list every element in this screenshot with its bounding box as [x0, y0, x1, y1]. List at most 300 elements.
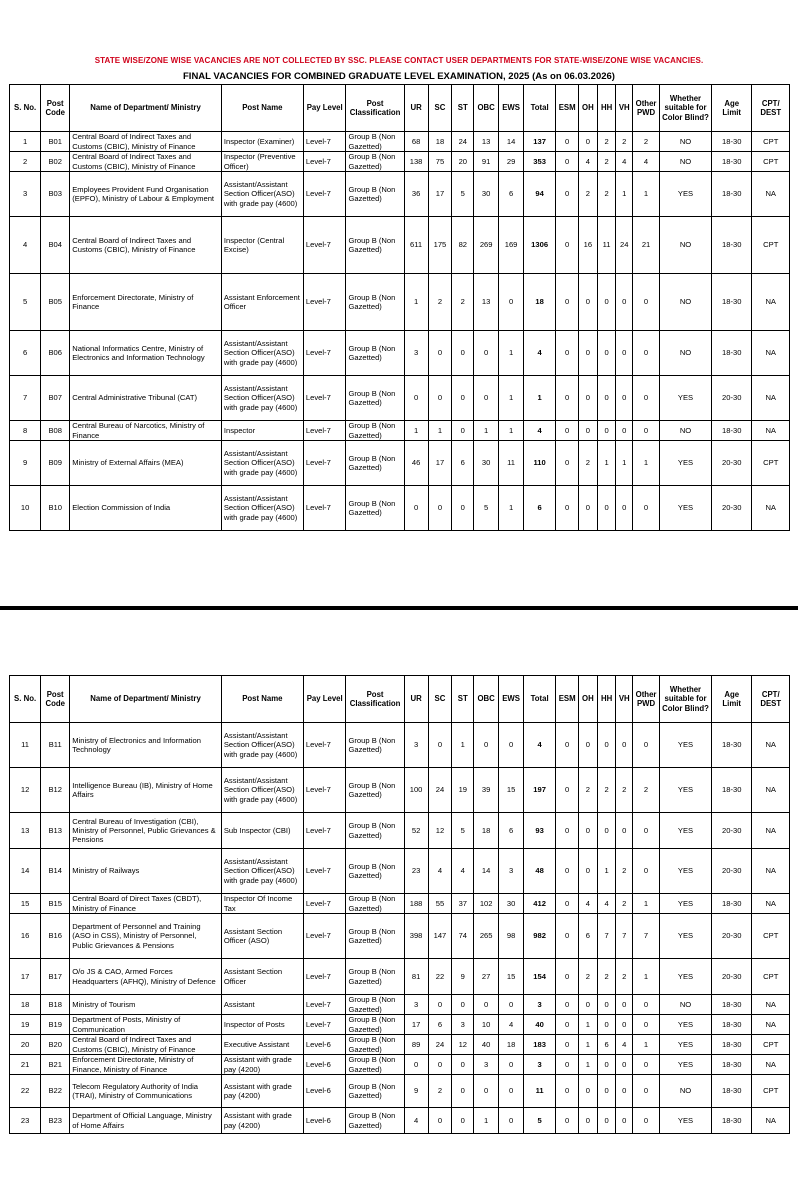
cell-post-name: Assistant/Assistant Section Officer(ASO) with grade pay (4600) — [221, 172, 303, 217]
header-department: Name of Department/ Ministry — [70, 676, 222, 723]
cell-other-pwd: 0 — [633, 1055, 660, 1075]
cell-cpt-dest: CPT — [752, 132, 790, 152]
cell-vh: 0 — [616, 1015, 633, 1035]
cell-department: Election Commission of India — [70, 486, 222, 531]
cell-st: 2 — [452, 274, 474, 331]
cell-cpt-dest: NA — [752, 894, 790, 914]
cell-s-no: 23 — [10, 1108, 41, 1134]
cell-esm: 0 — [556, 1035, 579, 1055]
cell-esm: 0 — [556, 1075, 579, 1108]
cell-other-pwd: 2 — [633, 132, 660, 152]
cell-obc: 13 — [474, 274, 499, 331]
cell-sc: 0 — [428, 1108, 452, 1134]
header-s-no: S. No. — [10, 85, 41, 132]
cell-post-code: B07 — [41, 376, 70, 421]
cell-ur: 3 — [404, 331, 428, 376]
header-post-name: Post Name — [221, 85, 303, 132]
cell-obc: 27 — [474, 959, 499, 995]
cell-vh: 0 — [616, 1055, 633, 1075]
cell-sc: 175 — [428, 217, 452, 274]
cell-post-name: Executive Assistant — [221, 1035, 303, 1055]
cell-ews: 29 — [499, 152, 524, 172]
cell-st: 3 — [452, 1015, 474, 1035]
cell-esm: 0 — [556, 441, 579, 486]
cell-vh: 0 — [616, 1075, 633, 1108]
cell-total: 183 — [524, 1035, 556, 1055]
cell-pay-level: Level-6 — [303, 1055, 346, 1075]
cell-post-code: B03 — [41, 172, 70, 217]
cell-esm: 0 — [556, 172, 579, 217]
cell-pay-level: Level-7 — [303, 421, 346, 441]
cell-other-pwd: 0 — [633, 1075, 660, 1108]
cell-esm: 0 — [556, 274, 579, 331]
cell-post-code: B21 — [41, 1055, 70, 1075]
table-row — [10, 813, 790, 849]
cell-st: 6 — [452, 441, 474, 486]
cell-sc: 24 — [428, 1035, 452, 1055]
cell-esm: 0 — [556, 421, 579, 441]
cell-sc: 17 — [428, 441, 452, 486]
cell-ur: 188 — [404, 894, 428, 914]
cell-age-limit: 18-30 — [711, 894, 752, 914]
cell-obc: 30 — [474, 441, 499, 486]
cell-ur: 3 — [404, 995, 428, 1015]
cell-ews: 0 — [499, 1108, 524, 1134]
cell-department: Central Board of Indirect Taxes and Customs (CBIC), Ministry of Finance — [70, 1035, 222, 1055]
cell-ews: 15 — [499, 768, 524, 813]
cell-sc: 0 — [428, 331, 452, 376]
cell-esm: 0 — [556, 217, 579, 274]
header-sc: SC — [428, 676, 452, 723]
cell-total: 48 — [524, 849, 556, 894]
cell-hh: 0 — [597, 813, 616, 849]
header-vh: VH — [616, 85, 633, 132]
table-row — [10, 914, 790, 959]
header-st: ST — [452, 676, 474, 723]
cell-post-classification: Group B (Non Gazetted) — [346, 376, 404, 421]
cell-total: 412 — [524, 894, 556, 914]
cell-s-no: 7 — [10, 376, 41, 421]
cell-post-code: B09 — [41, 441, 70, 486]
cell-other-pwd: 1 — [633, 1035, 660, 1055]
cell-ur: 0 — [404, 1055, 428, 1075]
cell-hh: 0 — [597, 1108, 616, 1134]
cell-post-classification: Group B (Non Gazetted) — [346, 894, 404, 914]
cell-oh: 2 — [579, 441, 598, 486]
cell-hh: 2 — [597, 172, 616, 217]
cell-vh: 0 — [616, 486, 633, 531]
cell-ews: 14 — [499, 132, 524, 152]
cell-ur: 4 — [404, 1108, 428, 1134]
cell-post-name: Inspector of Posts — [221, 1015, 303, 1035]
cell-s-no: 20 — [10, 1035, 41, 1055]
cell-color-blind: YES — [660, 914, 712, 959]
cell-color-blind: YES — [660, 441, 712, 486]
cell-total: 11 — [524, 1075, 556, 1108]
cell-cpt-dest: CPT — [752, 1075, 790, 1108]
header-hh: HH — [597, 676, 616, 723]
cell-hh: 6 — [597, 1035, 616, 1055]
cell-oh: 0 — [579, 331, 598, 376]
cell-post-code: B18 — [41, 995, 70, 1015]
cell-oh: 0 — [579, 376, 598, 421]
cell-pay-level: Level-7 — [303, 813, 346, 849]
cell-ews: 15 — [499, 959, 524, 995]
cell-s-no: 19 — [10, 1015, 41, 1035]
cell-esm: 0 — [556, 376, 579, 421]
cell-color-blind: YES — [660, 894, 712, 914]
cell-department: Enforcement Directorate, Ministry of Finance — [70, 274, 222, 331]
cell-esm: 0 — [556, 813, 579, 849]
cell-age-limit: 18-30 — [711, 132, 752, 152]
header-post-name: Post Name — [221, 676, 303, 723]
cell-s-no: 8 — [10, 421, 41, 441]
cell-st: 20 — [452, 152, 474, 172]
cell-post-name: Assistant/Assistant Section Officer(ASO) with grade pay (4600) — [221, 723, 303, 768]
cell-pay-level: Level-7 — [303, 995, 346, 1015]
cell-oh: 0 — [579, 486, 598, 531]
cell-post-classification: Group B (Non Gazetted) — [346, 132, 404, 152]
cell-department: Employees Provident Fund Organisation (EPFO), Ministry of Labour & Employment — [70, 172, 222, 217]
cell-age-limit: 20-30 — [711, 849, 752, 894]
cell-st: 0 — [452, 1075, 474, 1108]
cell-ur: 46 — [404, 441, 428, 486]
cell-st: 4 — [452, 849, 474, 894]
cell-obc: 13 — [474, 132, 499, 152]
cell-post-code: B02 — [41, 152, 70, 172]
cell-st: 0 — [452, 331, 474, 376]
cell-age-limit: 20-30 — [711, 441, 752, 486]
cell-sc: 0 — [428, 486, 452, 531]
cell-vh: 2 — [616, 849, 633, 894]
cell-post-classification: Group B (Non Gazetted) — [346, 1108, 404, 1134]
cell-sc: 0 — [428, 1055, 452, 1075]
cell-hh: 2 — [597, 768, 616, 813]
header-total: Total — [524, 676, 556, 723]
table-row — [10, 152, 790, 172]
cell-obc: 0 — [474, 995, 499, 1015]
page-separator — [0, 606, 798, 610]
cell-st: 37 — [452, 894, 474, 914]
header-oh: OH — [579, 85, 598, 132]
cell-esm: 0 — [556, 331, 579, 376]
table-row — [10, 274, 790, 331]
cell-vh: 1 — [616, 172, 633, 217]
cell-st: 0 — [452, 486, 474, 531]
cell-pay-level: Level-7 — [303, 914, 346, 959]
cell-vh: 2 — [616, 132, 633, 152]
cell-oh: 0 — [579, 849, 598, 894]
cell-age-limit: 20-30 — [711, 959, 752, 995]
cell-oh: 2 — [579, 959, 598, 995]
header-ur: UR — [404, 676, 428, 723]
cell-ews: 169 — [499, 217, 524, 274]
cell-post-classification: Group B (Non Gazetted) — [346, 331, 404, 376]
table-row — [10, 995, 790, 1015]
cell-color-blind: NO — [660, 1075, 712, 1108]
cell-cpt-dest: NA — [752, 486, 790, 531]
cell-obc: 0 — [474, 723, 499, 768]
cell-department: Department of Official Language, Ministry of Home Affairs — [70, 1108, 222, 1134]
cell-department: Enforcement Directorate, Ministry of Finance, Ministry of Finance — [70, 1055, 222, 1075]
cell-other-pwd: 0 — [633, 1108, 660, 1134]
cell-post-classification: Group B (Non Gazetted) — [346, 723, 404, 768]
header-post-code: Post Code — [41, 85, 70, 132]
cell-oh: 0 — [579, 813, 598, 849]
cell-obc: 18 — [474, 813, 499, 849]
cell-st: 0 — [452, 421, 474, 441]
cell-total: 94 — [524, 172, 556, 217]
cell-ews: 98 — [499, 914, 524, 959]
cell-hh: 0 — [597, 331, 616, 376]
page-title: FINAL VACANCIES FOR COMBINED GRADUATE LEVEL EXAMINATION, 2025 (As on 06.03.2026) — [183, 71, 615, 82]
cell-color-blind: NO — [660, 217, 712, 274]
cell-department: Ministry of External Affairs (MEA) — [70, 441, 222, 486]
cell-post-name: Assistant Section Officer — [221, 959, 303, 995]
cell-department: National Informatics Centre, Ministry of Electronics and Information Technology — [70, 331, 222, 376]
cell-other-pwd: 0 — [633, 376, 660, 421]
cell-obc: 39 — [474, 768, 499, 813]
table-row — [10, 132, 790, 152]
cell-total: 1 — [524, 376, 556, 421]
cell-ur: 0 — [404, 376, 428, 421]
cell-esm: 0 — [556, 723, 579, 768]
cell-pay-level: Level-7 — [303, 959, 346, 995]
cell-s-no: 10 — [10, 486, 41, 531]
cell-oh: 0 — [579, 132, 598, 152]
cell-obc: 102 — [474, 894, 499, 914]
cell-s-no: 11 — [10, 723, 41, 768]
cell-age-limit: 20-30 — [711, 914, 752, 959]
cell-s-no: 16 — [10, 914, 41, 959]
cell-vh: 0 — [616, 376, 633, 421]
header-pay-level: Pay Level — [303, 676, 346, 723]
cell-st: 5 — [452, 172, 474, 217]
cell-post-name: Assistant/Assistant Section Officer(ASO) with grade pay (4600) — [221, 849, 303, 894]
cell-st: 5 — [452, 813, 474, 849]
cell-department: Telecom Regulatory Authority of India (TRAI), Ministry of Communications — [70, 1075, 222, 1108]
cell-hh: 2 — [597, 132, 616, 152]
cell-cpt-dest: NA — [752, 813, 790, 849]
table-row — [10, 376, 790, 421]
cell-pay-level: Level-7 — [303, 274, 346, 331]
cell-post-name: Assistant/Assistant Section Officer(ASO) with grade pay (4600) — [221, 441, 303, 486]
cell-other-pwd: 0 — [633, 274, 660, 331]
table-row — [10, 959, 790, 995]
cell-vh: 0 — [616, 274, 633, 331]
cell-post-code: B11 — [41, 723, 70, 768]
cell-age-limit: 18-30 — [711, 217, 752, 274]
table-row — [10, 768, 790, 813]
cell-pay-level: Level-7 — [303, 894, 346, 914]
cell-post-name: Inspector Of Income Tax — [221, 894, 303, 914]
cell-obc: 30 — [474, 172, 499, 217]
cell-cpt-dest: CPT — [752, 152, 790, 172]
cell-hh: 0 — [597, 1075, 616, 1108]
cell-ur: 17 — [404, 1015, 428, 1035]
cell-post-name: Assistant/Assistant Section Officer(ASO) with grade pay (4600) — [221, 331, 303, 376]
cell-cpt-dest: CPT — [752, 1035, 790, 1055]
cell-post-name: Sub Inspector (CBI) — [221, 813, 303, 849]
cell-oh: 1 — [579, 1055, 598, 1075]
cell-total: 93 — [524, 813, 556, 849]
table-row — [10, 421, 790, 441]
cell-s-no: 2 — [10, 152, 41, 172]
cell-sc: 75 — [428, 152, 452, 172]
cell-ews: 0 — [499, 274, 524, 331]
cell-obc: 269 — [474, 217, 499, 274]
cell-post-name: Assistant Section Officer (ASO) — [221, 914, 303, 959]
cell-post-name: Assistant Enforcement Officer — [221, 274, 303, 331]
cell-sc: 24 — [428, 768, 452, 813]
cell-hh: 11 — [597, 217, 616, 274]
cell-esm: 0 — [556, 995, 579, 1015]
cell-sc: 1 — [428, 421, 452, 441]
cell-cpt-dest: NA — [752, 274, 790, 331]
cell-other-pwd: 1 — [633, 172, 660, 217]
cell-s-no: 14 — [10, 849, 41, 894]
cell-department: Central Bureau of Narcotics, Ministry of Finance — [70, 421, 222, 441]
cell-color-blind: NO — [660, 421, 712, 441]
cell-age-limit: 20-30 — [711, 486, 752, 531]
cell-s-no: 3 — [10, 172, 41, 217]
cell-s-no: 4 — [10, 217, 41, 274]
cell-post-name: Inspector — [221, 421, 303, 441]
cell-ews: 1 — [499, 421, 524, 441]
table-row — [10, 849, 790, 894]
cell-obc: 10 — [474, 1015, 499, 1035]
cell-obc: 14 — [474, 849, 499, 894]
cell-hh: 7 — [597, 914, 616, 959]
cell-post-classification: Group B (Non Gazetted) — [346, 768, 404, 813]
cell-total: 197 — [524, 768, 556, 813]
cell-color-blind: NO — [660, 132, 712, 152]
cell-s-no: 5 — [10, 274, 41, 331]
cell-post-classification: Group B (Non Gazetted) — [346, 914, 404, 959]
table-row — [10, 1075, 790, 1108]
cell-cpt-dest: NA — [752, 376, 790, 421]
cell-ews: 0 — [499, 1075, 524, 1108]
cell-pay-level: Level-6 — [303, 1035, 346, 1055]
cell-s-no: 12 — [10, 768, 41, 813]
header-cpt-dest: CPT/ DEST — [752, 85, 790, 132]
cell-oh: 0 — [579, 1075, 598, 1108]
header-age-limit: Age Limit — [711, 676, 752, 723]
header-hh: HH — [597, 85, 616, 132]
cell-pay-level: Level-7 — [303, 441, 346, 486]
cell-obc: 91 — [474, 152, 499, 172]
cell-sc: 6 — [428, 1015, 452, 1035]
cell-oh: 2 — [579, 768, 598, 813]
cell-sc: 147 — [428, 914, 452, 959]
cell-post-classification: Group B (Non Gazetted) — [346, 1075, 404, 1108]
cell-pay-level: Level-7 — [303, 849, 346, 894]
cell-s-no: 21 — [10, 1055, 41, 1075]
cell-cpt-dest: NA — [752, 172, 790, 217]
cell-s-no: 13 — [10, 813, 41, 849]
cell-post-classification: Group B (Non Gazetted) — [346, 217, 404, 274]
cell-post-classification: Group B (Non Gazetted) — [346, 959, 404, 995]
cell-color-blind: NO — [660, 995, 712, 1015]
cell-obc: 0 — [474, 331, 499, 376]
cell-cpt-dest: NA — [752, 768, 790, 813]
cell-post-name: Assistant/Assistant Section Officer(ASO) with grade pay (4600) — [221, 376, 303, 421]
cell-department: Central Bureau of Investigation (CBI), Ministry of Personnel, Public Grievances & Pensions — [70, 813, 222, 849]
table-row — [10, 486, 790, 531]
cell-ews: 0 — [499, 723, 524, 768]
cell-age-limit: 18-30 — [711, 723, 752, 768]
cell-hh: 0 — [597, 274, 616, 331]
cell-oh: 4 — [579, 894, 598, 914]
header-other-pwd: Other PWD — [633, 85, 660, 132]
cell-post-name: Assistant with grade pay (4200) — [221, 1108, 303, 1134]
cell-ews: 0 — [499, 1055, 524, 1075]
table-row — [10, 441, 790, 486]
cell-ur: 100 — [404, 768, 428, 813]
cell-obc: 40 — [474, 1035, 499, 1055]
cell-pay-level: Level-7 — [303, 217, 346, 274]
cell-sc: 0 — [428, 376, 452, 421]
cell-total: 154 — [524, 959, 556, 995]
cell-age-limit: 18-30 — [711, 331, 752, 376]
cell-ews: 3 — [499, 849, 524, 894]
cell-sc: 55 — [428, 894, 452, 914]
cell-post-classification: Group B (Non Gazetted) — [346, 274, 404, 331]
header-row — [10, 676, 790, 723]
cell-esm: 0 — [556, 914, 579, 959]
cell-cpt-dest: NA — [752, 723, 790, 768]
cell-post-classification: Group B (Non Gazetted) — [346, 152, 404, 172]
cell-sc: 4 — [428, 849, 452, 894]
cell-department: O/o JS & CAO, Armed Forces Headquarters (AFHQ), Ministry of Defence — [70, 959, 222, 995]
cell-post-name: Inspector (Central Excise) — [221, 217, 303, 274]
cell-sc: 0 — [428, 723, 452, 768]
cell-ur: 36 — [404, 172, 428, 217]
cell-obc: 265 — [474, 914, 499, 959]
vacancy-table-2 — [9, 675, 790, 1134]
cell-vh: 2 — [616, 894, 633, 914]
cell-hh: 0 — [597, 995, 616, 1015]
cell-hh: 0 — [597, 723, 616, 768]
cell-age-limit: 18-30 — [711, 1075, 752, 1108]
cell-hh: 1 — [597, 441, 616, 486]
cell-pay-level: Level-7 — [303, 768, 346, 813]
cell-vh: 2 — [616, 959, 633, 995]
cell-age-limit: 20-30 — [711, 813, 752, 849]
cell-esm: 0 — [556, 1055, 579, 1075]
table-row — [10, 217, 790, 274]
cell-st: 74 — [452, 914, 474, 959]
cell-color-blind: NO — [660, 331, 712, 376]
cell-pay-level: Level-7 — [303, 132, 346, 152]
cell-esm: 0 — [556, 152, 579, 172]
cell-cpt-dest: NA — [752, 995, 790, 1015]
cell-esm: 0 — [556, 768, 579, 813]
cell-other-pwd: 1 — [633, 894, 660, 914]
header-color-blind: Whether suitable for Color Blind? — [660, 85, 712, 132]
cell-age-limit: 18-30 — [711, 995, 752, 1015]
cell-vh: 0 — [616, 995, 633, 1015]
cell-oh: 0 — [579, 1108, 598, 1134]
cell-pay-level: Level-7 — [303, 1015, 346, 1035]
cell-ews: 18 — [499, 1035, 524, 1055]
cell-hh: 4 — [597, 894, 616, 914]
cell-ur: 52 — [404, 813, 428, 849]
cell-cpt-dest: NA — [752, 849, 790, 894]
cell-post-code: B05 — [41, 274, 70, 331]
header-ews: EWS — [499, 676, 524, 723]
cell-post-code: B14 — [41, 849, 70, 894]
